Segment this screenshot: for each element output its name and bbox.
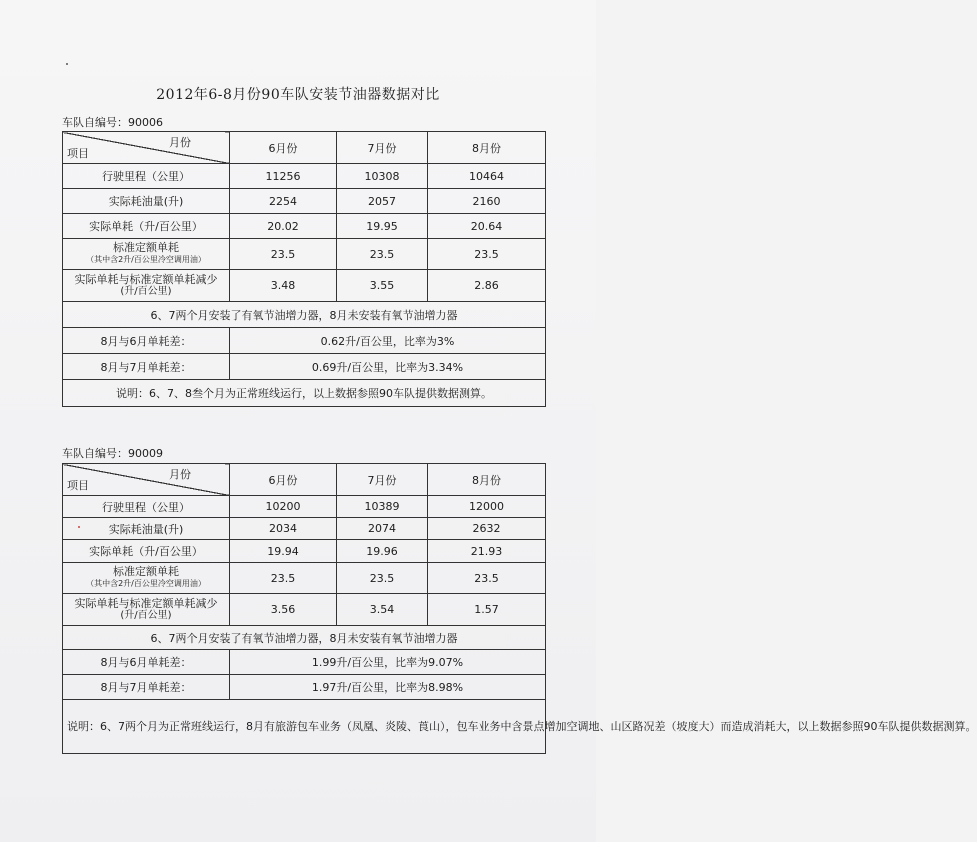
- cell-value: 10308: [337, 164, 428, 189]
- table-row: [63, 270, 546, 302]
- document-title: 2012年6-8月份90车队安装节油器数据对比: [156, 87, 440, 103]
- row-label-main: 实际单耗与标准定额单耗减少: [74, 272, 218, 286]
- compare-label: 8月与7月单耗差：: [63, 354, 230, 380]
- cell-value: 2632: [428, 518, 546, 540]
- row-label: 实际耗油量(升): [63, 189, 230, 214]
- compare-row: [63, 328, 546, 354]
- header-diagonal-cell: [63, 464, 230, 496]
- cell-value: 21.93: [428, 540, 546, 563]
- cell-value: 23.5: [230, 239, 337, 270]
- row-label-sub: （其中含2升/百公里冷空调用油）: [86, 579, 206, 588]
- header-august: 8月份: [428, 132, 546, 164]
- compare-value: 0.69升/百公里，比率为3.34%: [230, 354, 546, 380]
- header-item-label: 项目: [67, 147, 89, 160]
- header-june: 6月份: [230, 132, 337, 164]
- cell-value: 1.57: [428, 594, 546, 626]
- install-note: 6、7两个月安装了有氧节油增力器，8月未安装有氧节油增力器: [63, 626, 546, 650]
- row-label-main: 实际单耗与标准定额单耗减少: [74, 596, 218, 610]
- cell-value: 10464: [428, 164, 546, 189]
- table-header-row: [63, 132, 546, 164]
- header-diagonal-cell: [63, 132, 230, 164]
- table-row: [63, 540, 546, 563]
- install-note-row: [63, 626, 546, 650]
- row-label-sub: (升/百公里): [120, 285, 172, 297]
- final-note-row: [63, 380, 546, 407]
- cell-value: 12000: [428, 496, 546, 518]
- cell-value: 3.56: [230, 594, 337, 626]
- cell-value: 2057: [337, 189, 428, 214]
- cell-value: 3.48: [230, 270, 337, 302]
- cell-value: 19.94: [230, 540, 337, 563]
- row-label: 行驶里程（公里）: [63, 496, 230, 518]
- compare-value: 1.99升/百公里，比率为9.07%: [230, 650, 546, 675]
- scan-speck: [66, 63, 68, 65]
- cell-value: 2074: [337, 518, 428, 540]
- final-note: 说明：6、7、8叁个月为正常班线运行，以上数据参照90车队提供数据测算。: [63, 380, 546, 407]
- cell-value: 20.02: [230, 214, 337, 239]
- row-label: 行驶里程（公里）: [63, 164, 230, 189]
- final-note-row: [63, 700, 546, 754]
- fleet-number-label: 车队自编号：90009: [62, 447, 163, 460]
- row-label: 实际单耗（升/百公里）: [63, 214, 230, 239]
- table-row: [63, 214, 546, 239]
- cell-value: 10200: [230, 496, 337, 518]
- cell-value: 2160: [428, 189, 546, 214]
- compare-row: [63, 675, 546, 700]
- cell-value: 3.55: [337, 270, 428, 302]
- table-header-row: [63, 464, 546, 496]
- cell-value: 20.64: [428, 214, 546, 239]
- row-label: 实际单耗（升/百公里）: [63, 540, 230, 563]
- row-label: [63, 239, 230, 270]
- row-label-main: 标准定额单耗: [113, 565, 179, 578]
- cell-value: 23.5: [337, 563, 428, 594]
- header-month-label: 月份: [169, 136, 191, 149]
- row-label-main: 标准定额单耗: [113, 241, 179, 254]
- header-item-label: 项目: [67, 479, 89, 492]
- install-note-row: [63, 302, 546, 328]
- cell-value: 23.5: [337, 239, 428, 270]
- cell-value: 23.5: [428, 563, 546, 594]
- row-label: [63, 563, 230, 594]
- row-label: [63, 594, 230, 626]
- compare-value: 0.62升/百公里，比率为3%: [230, 328, 546, 354]
- cell-value: 23.5: [230, 563, 337, 594]
- table-row: [63, 496, 546, 518]
- compare-label: 8月与6月单耗差：: [63, 328, 230, 354]
- table-row: [63, 518, 546, 540]
- cell-value: 19.95: [337, 214, 428, 239]
- cell-value: 3.54: [337, 594, 428, 626]
- cell-value: 10389: [337, 496, 428, 518]
- row-label: 实际耗油量(升): [63, 518, 230, 540]
- cell-value: 2254: [230, 189, 337, 214]
- cell-value: 2034: [230, 518, 337, 540]
- row-label-sub: （其中含2升/百公里冷空调用油）: [86, 255, 206, 264]
- compare-label: 8月与6月单耗差：: [63, 650, 230, 675]
- table-row: [63, 563, 546, 594]
- table-row: [63, 594, 546, 626]
- cell-value: 19.96: [337, 540, 428, 563]
- compare-row: [63, 650, 546, 675]
- row-label: [63, 270, 230, 302]
- table-row: [63, 189, 546, 214]
- row-label-sub: (升/百公里): [120, 609, 172, 621]
- cell-value: 11256: [230, 164, 337, 189]
- install-note: 6、7两个月安装了有氧节油增力器，8月未安装有氧节油增力器: [63, 302, 546, 328]
- compare-row: [63, 354, 546, 380]
- header-july: 7月份: [337, 132, 428, 164]
- fuel-data-table-90006: [62, 131, 546, 407]
- header-month-label: 月份: [169, 468, 191, 481]
- table-row: [63, 239, 546, 270]
- table-row: [63, 164, 546, 189]
- final-note: 说明：6、7两个月为正常班线运行，8月有旅游包车业务（凤凰、炎陵、莨山），包车业务中含景点增加空调地、山区路况差（坡度大）而造成消耗大，以上数据参照90车队提供数据测算。: [63, 700, 546, 754]
- fuel-data-table-90009: [62, 463, 977, 754]
- fleet-number-label: 车队自编号：90006: [62, 116, 163, 129]
- header-june: 6月份: [230, 464, 337, 496]
- compare-label: 8月与7月单耗差：: [63, 675, 230, 700]
- compare-value: 1.97升/百公里，比率为8.98%: [230, 675, 546, 700]
- cell-value: 2.86: [428, 270, 546, 302]
- header-july: 7月份: [337, 464, 428, 496]
- header-august: 8月份: [428, 464, 546, 496]
- cell-value: 23.5: [428, 239, 546, 270]
